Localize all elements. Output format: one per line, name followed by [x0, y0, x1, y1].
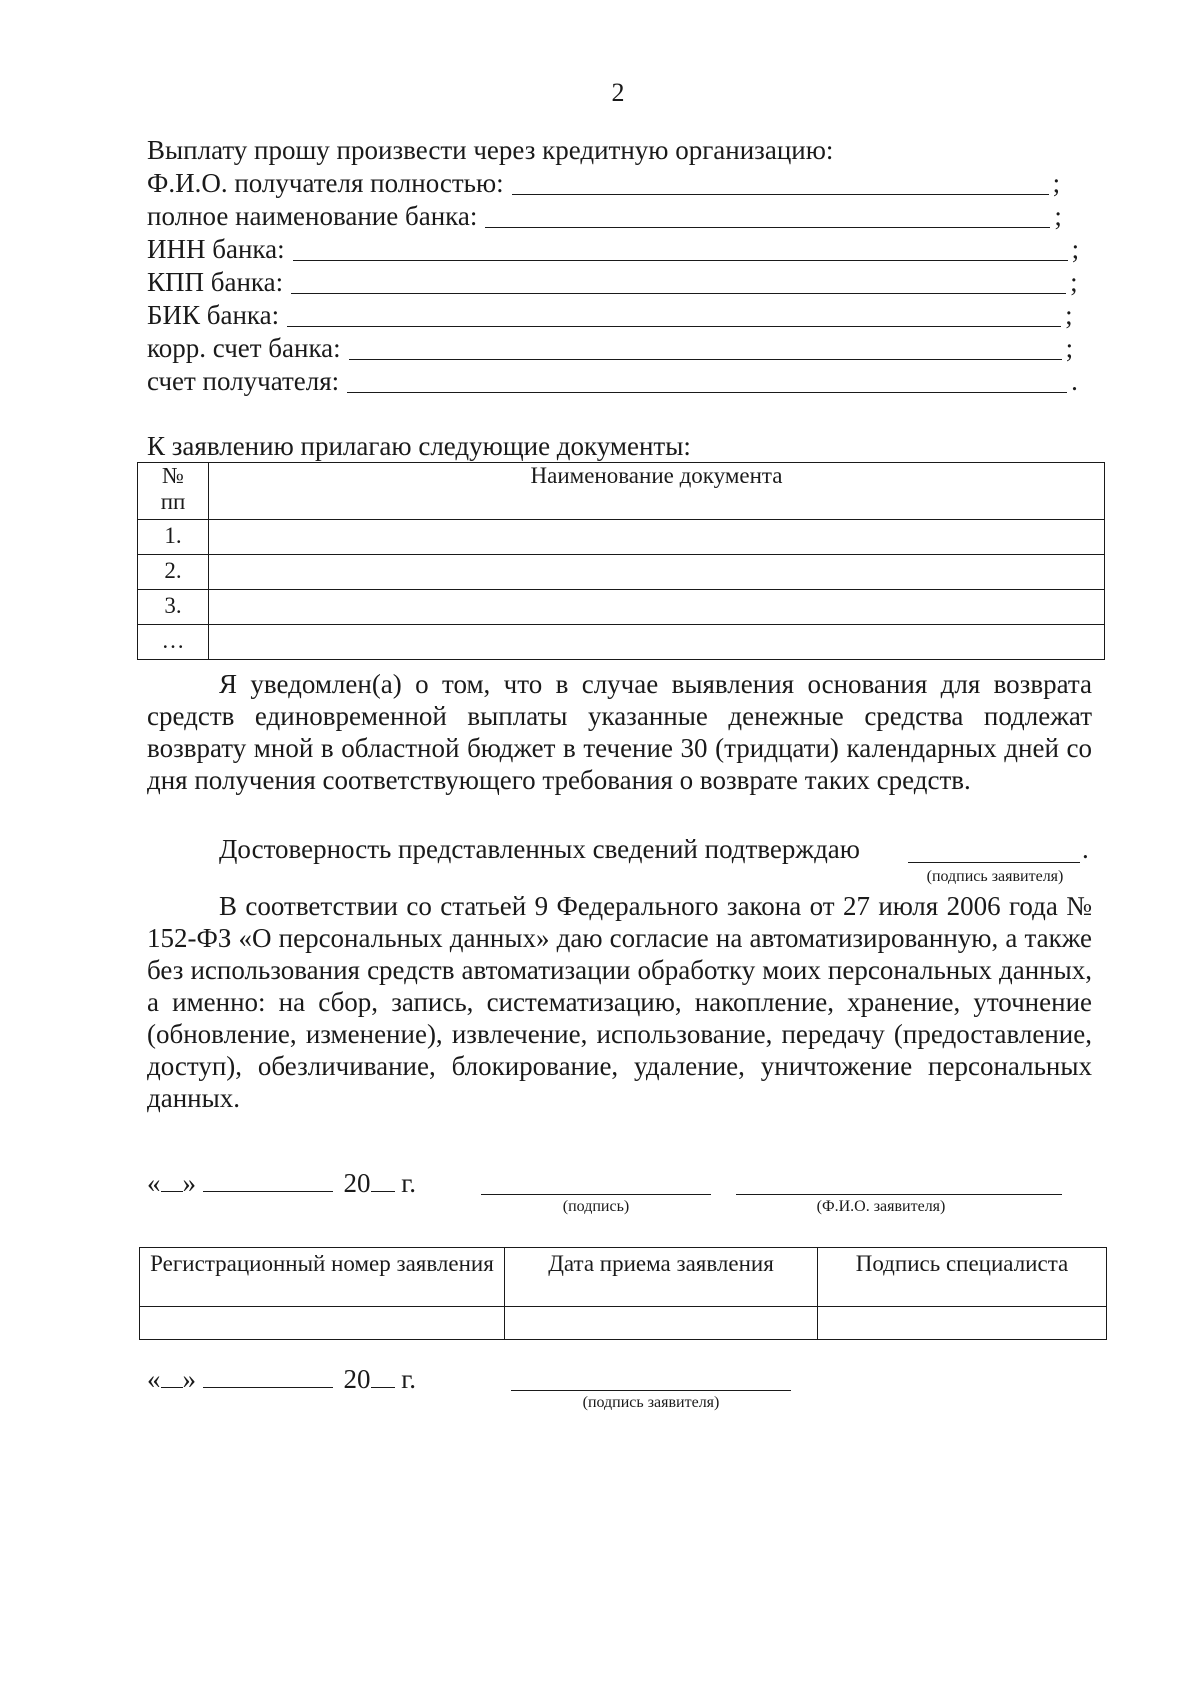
- reg-number-cell[interactable]: [140, 1307, 505, 1340]
- year-blank[interactable]: [371, 1169, 395, 1192]
- bank-kpp-field[interactable]: [147, 266, 1078, 298]
- field-label: КПП банка:: [147, 267, 284, 297]
- date-row-1: [147, 1167, 416, 1199]
- year-prefix: 20: [343, 1168, 371, 1198]
- applicant-signature-caption: (подпись заявителя): [582, 1394, 720, 1411]
- confirm-text: Достоверность представленных сведений подтверждаю: [219, 834, 860, 864]
- day-blank[interactable]: [161, 1169, 183, 1192]
- name-caption: (Ф.И.О. заявителя): [816, 1198, 946, 1215]
- header-num: № пп: [138, 463, 209, 520]
- fill-line[interactable]: [349, 333, 1062, 360]
- year-suffix: г.: [401, 1168, 417, 1198]
- confirm-caption: (подпись заявителя): [926, 868, 1064, 885]
- month-blank[interactable]: [203, 1365, 333, 1388]
- year-suffix: г.: [401, 1364, 417, 1394]
- fill-line[interactable]: [512, 168, 1049, 195]
- reg-number-header: Регистрационный номер заявления: [140, 1248, 505, 1307]
- field-label: БИК банка:: [147, 300, 280, 330]
- table-header-row: [140, 1248, 1107, 1307]
- year-blank[interactable]: [371, 1365, 395, 1388]
- consent-text: В соответствии со статьей 9 Федерального закона от 27 июля 2006 года № 152-ФЗ «О персональных данных» даю согласие на автоматизированную, а также без использования средств автоматизации обработку моих персональных данных, а именно: на сбор, запись, систематизацию, накопление, хранение, уточнение (обновление, изменение), извлечение, использование, передачу (предоставление, доступ), обезличивание, блокирование, удаление, уничтожение персональных данных.: [147, 891, 1092, 1113]
- table-row: [138, 625, 1105, 660]
- fill-line[interactable]: [291, 267, 1066, 294]
- field-label: полное наименование банка:: [147, 201, 478, 231]
- field-end: .: [1071, 366, 1078, 396]
- row-document-cell[interactable]: [209, 555, 1105, 590]
- field-label: корр. счет банка:: [147, 333, 341, 363]
- quote-close: »: [182, 1364, 196, 1394]
- documents-table: [137, 462, 1105, 660]
- table-row: [138, 520, 1105, 555]
- reg-signature-header: Подпись специалиста: [818, 1248, 1107, 1307]
- field-end: ;: [1071, 234, 1080, 264]
- confirm-signature-line[interactable]: [908, 862, 1080, 863]
- recipient-account-field[interactable]: [147, 365, 1078, 397]
- fill-line[interactable]: [485, 201, 1050, 228]
- fill-line[interactable]: [287, 300, 1061, 327]
- payment-intro: Выплату прошу произвести через кредитную организацию:: [147, 135, 834, 165]
- field-label: счет получателя:: [147, 366, 340, 396]
- field-end: ;: [1054, 201, 1062, 231]
- row-number: …: [138, 625, 209, 660]
- documents-title: К заявлению прилагаю следующие документы:: [147, 431, 691, 461]
- signature-caption: (подпись): [562, 1198, 630, 1215]
- row-document-cell[interactable]: [209, 520, 1105, 555]
- field-end: ;: [1065, 300, 1073, 330]
- fill-line[interactable]: [293, 234, 1068, 261]
- recipient-name-field[interactable]: [147, 167, 1060, 199]
- fill-line[interactable]: [347, 366, 1067, 393]
- header-doc-name: Наименование документа: [209, 463, 1105, 520]
- confirm-end: .: [1082, 834, 1089, 864]
- row-number: 2.: [138, 555, 209, 590]
- table-header-row: [138, 463, 1105, 520]
- bank-bik-field[interactable]: [147, 299, 1073, 331]
- reg-date-cell[interactable]: [505, 1307, 818, 1340]
- field-end: ;: [1065, 333, 1074, 363]
- reg-signature-cell[interactable]: [818, 1307, 1107, 1340]
- quote-open: «: [147, 1364, 161, 1394]
- day-blank[interactable]: [161, 1365, 183, 1388]
- signature-line[interactable]: [481, 1194, 711, 1195]
- bank-name-field[interactable]: [147, 200, 1062, 232]
- table-row: [140, 1307, 1107, 1340]
- date-row-2: [147, 1363, 416, 1395]
- month-blank[interactable]: [203, 1169, 333, 1192]
- page-number: 2: [611, 78, 625, 107]
- row-number: 3.: [138, 590, 209, 625]
- row-document-cell[interactable]: [209, 625, 1105, 660]
- registration-table: [139, 1247, 1107, 1340]
- refund-notice: Я уведомлен(а) о том, что в случае выявления основания для возврата средств единовременной выплаты указанные денежные средства подлежат возврату мной в областной бюджет в течение 30 (тридцати) календарных дней со дня получения соответствующего требования о возврате таких средств.: [147, 669, 1092, 795]
- bank-inn-field[interactable]: [147, 233, 1079, 265]
- reg-date-header: Дата приема заявления: [505, 1248, 818, 1307]
- field-label: Ф.И.О. получателя полностью:: [147, 168, 504, 198]
- field-end: ;: [1052, 168, 1061, 198]
- row-document-cell[interactable]: [209, 590, 1105, 625]
- name-line[interactable]: [736, 1194, 1062, 1195]
- quote-close: »: [182, 1168, 196, 1198]
- table-row: [138, 555, 1105, 590]
- row-number: 1.: [138, 520, 209, 555]
- applicant-signature-line[interactable]: [511, 1390, 791, 1391]
- field-end: ;: [1070, 267, 1078, 297]
- table-row: [138, 590, 1105, 625]
- year-prefix: 20: [343, 1364, 371, 1394]
- quote-open: «: [147, 1168, 161, 1198]
- corr-account-field[interactable]: [147, 332, 1073, 364]
- field-label: ИНН банка:: [147, 234, 285, 264]
